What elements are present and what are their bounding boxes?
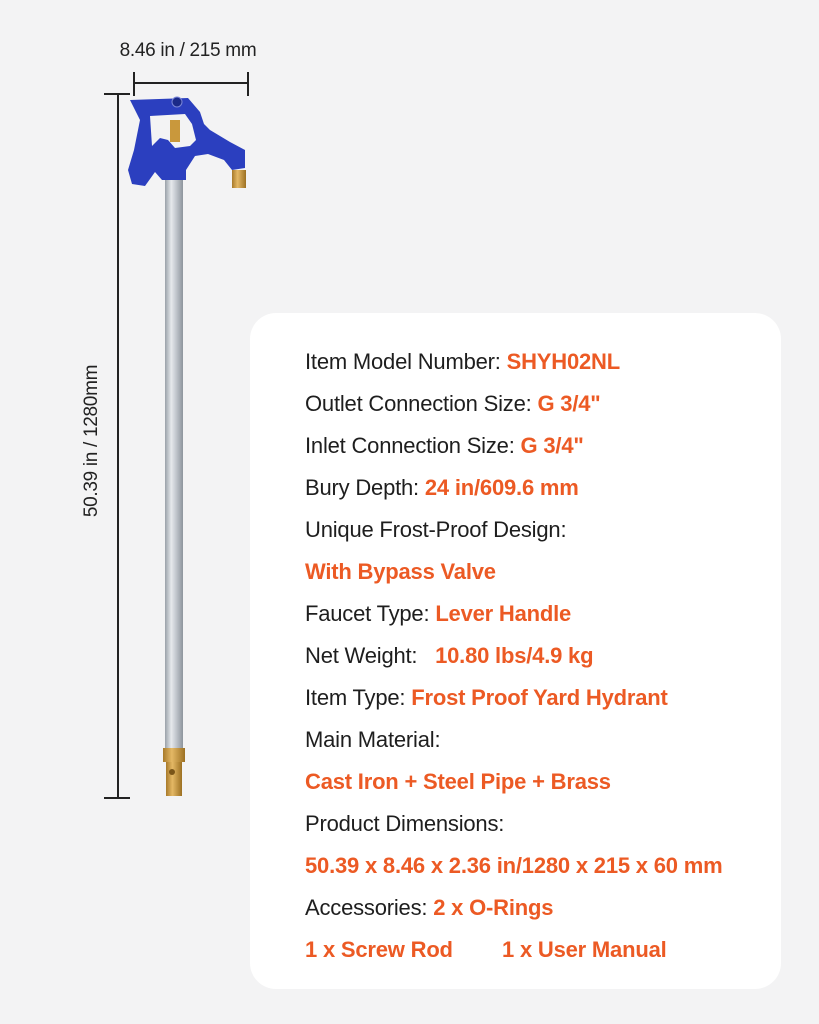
- width-dimension-label: 8.46 in / 215 mm: [119, 40, 257, 61]
- spec-faucet-label: Faucet Type:: [305, 601, 430, 626]
- spec-inlet-value: G 3/4": [520, 433, 584, 458]
- height-dimension-text: 50.39 in / 1280mm: [81, 364, 102, 518]
- spec-outlet-label: Outlet Connection Size:: [305, 391, 532, 416]
- spec-inlet: [305, 433, 584, 459]
- spec-weight-label: Net Weight:: [305, 643, 418, 668]
- spec-design-value: With Bypass Valve: [305, 559, 496, 584]
- spec-accessories-value: 2 x O-Rings: [433, 895, 554, 920]
- spec-material-value: Cast Iron + Steel Pipe + Brass: [305, 769, 611, 794]
- spec-bury-label: Bury Depth:: [305, 475, 419, 500]
- spec-bury: [305, 475, 579, 501]
- spec-faucet: [305, 601, 571, 627]
- spec-design-label: Unique Frost-Proof Design:: [305, 517, 567, 542]
- spec-type-label: Item Type:: [305, 685, 406, 710]
- spec-material-label: Main Material:: [305, 727, 441, 752]
- spec-dims-value: 50.39 x 8.46 x 2.36 in/1280 x 215 x 60 mm: [305, 853, 723, 878]
- spec-model-value: SHYH02NL: [506, 349, 620, 374]
- spec-accessories-label: Accessories:: [305, 895, 428, 920]
- spec-bury-value: 24 in/609.6 mm: [424, 475, 579, 500]
- spec-inlet-label: Inlet Connection Size:: [305, 433, 515, 458]
- spec-accessory-user-manual: 1 x User Manual: [502, 937, 667, 962]
- spec-weight: [305, 643, 593, 669]
- width-dimension-line: [134, 72, 248, 96]
- spec-outlet-value: G 3/4": [537, 391, 601, 416]
- spec-accessories: [305, 895, 553, 921]
- steel-pipe: [165, 176, 183, 750]
- height-dimension-line: [104, 94, 130, 798]
- spec-model: [305, 349, 620, 375]
- spec-type-value: Frost Proof Yard Hydrant: [411, 685, 668, 710]
- hydrant-head: [128, 97, 246, 188]
- spec-weight-value: 10.80 lbs/4.9 kg: [435, 643, 594, 668]
- spec-faucet-value: Lever Handle: [435, 601, 572, 626]
- spec-accessory-screw-rod: 1 x Screw Rod: [305, 937, 453, 962]
- spec-type: [305, 685, 668, 711]
- brass-inlet: [163, 748, 185, 796]
- spec-dims-label: Product Dimensions:: [305, 811, 505, 836]
- spec-model-label: Item Model Number:: [305, 349, 501, 374]
- spec-outlet: [305, 391, 601, 417]
